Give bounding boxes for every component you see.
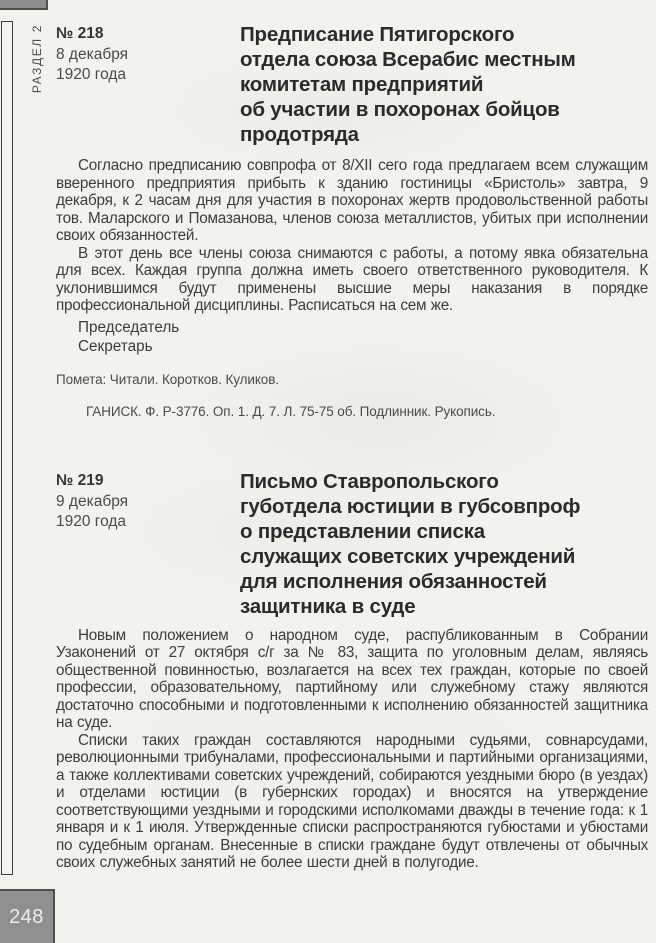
doc219-meta [56, 469, 240, 532]
doc218-signature-secretary: Секретарь [78, 337, 153, 355]
doc219-paragraph-2: Списки таких граждан составляются народными судьями, совнарсудами, революционными трибуналами, профессиональными и партийными организациями, а также коллективами советских учреждений, собираются уездными бюро (в уездах) и отделами юстиции (в губернских городах) и вносятся на утверждение соответствующими уездными и городскими исполкомами дважды в течение года: к 1 января и к 1 июля. Утвержденные списки распространяются губюстами и убюстами по судебным органам. Внесенные в списки граждане будут отвлечены от обычных своих служебных занятий не более шести дней в полугодие. [56, 731, 648, 871]
section-label: РАЗДЕЛ 2 [30, 24, 44, 94]
doc218-meta [56, 22, 240, 85]
doc218-date-line1: 8 декабря [56, 46, 129, 63]
doc218-note: Помета: Читали. Коротков. Куликов. [56, 371, 279, 387]
doc218-paragraph-2: В этот день все члены союза снимаются с работы, а потому явка обязательна для всех. Каждая группа должна иметь своего ответственного руководителя. К уклонившимся будут применены высшие меры наказания в порядке профессиональной дисциплины. Расписаться на сем же. [56, 244, 648, 314]
doc218-title [240, 22, 576, 147]
doc219-title-line: о представлении списка [240, 519, 485, 543]
page-number-box [0, 889, 55, 943]
doc218-title-line: отдела союза Всерабис местным [240, 48, 576, 71]
section-tab-top [0, 0, 48, 10]
doc219-title [240, 469, 580, 619]
doc219-title-line: защитника в суде [240, 594, 416, 618]
page-content [56, 22, 648, 872]
doc218-title-line: продотряда [240, 123, 359, 146]
doc218-body [56, 157, 648, 315]
doc219-title-line: губотдела юстиции в губсовпроф [240, 494, 581, 518]
margin-rule [1, 21, 13, 875]
doc219-title-line: Письмо Ставропольского [240, 469, 499, 493]
doc219-date-line2: 1920 года [56, 512, 127, 530]
doc218-paragraph-1: Согласно предписанию совпрофа от 8/XII сего года предлагаем всем служащим вверенного предприятия прибыть к зданию гостиницы «Бристоль» завтра, 9 декабря, к 2 часам дня для участия в похоронах жертв продовольственной работы тов. Маларского и Помазанова, членов союза металлистов, убитых при исполнении своих обязанностей. [56, 157, 648, 244]
doc218-title-line: Предписание Пятигорского [240, 23, 515, 46]
document-219 [56, 469, 648, 872]
doc219-body [56, 627, 648, 872]
doc218-title-line: об участии в похоронах бойцов [240, 98, 560, 121]
doc219-title-line: для исполнения обязанностей [240, 569, 547, 593]
doc219-title-line: служащих советских учреждений [240, 544, 576, 568]
doc218-header [56, 22, 648, 147]
doc218-title-line: комитетам предприятий [240, 73, 484, 96]
doc218-archive-reference: ГАНИСК. Ф. Р-3776. Оп. 1. Д. 7. Л. 75-75 об. Подлинник. Рукопись. [86, 403, 496, 419]
doc219-number: № 219 [56, 471, 104, 489]
doc218-signature-chairman: Председатель [78, 318, 180, 336]
doc218-signatures [78, 318, 648, 356]
page-number: 248 [9, 905, 44, 928]
document-218 [56, 22, 648, 419]
doc218-number: № 218 [56, 25, 104, 42]
doc218-date-line2: 1920 года [56, 66, 127, 83]
doc219-paragraph-1: Новым положением о народном суде, распубликованным в Собрании Узаконений от 27 октября с/г за № 83, защита по уголовным делам, являясь общественной повинностью, возлагается на всех тех граждан, которые по своей профессии, образовательному, партийному или служебному стажу являются достаточно способными и подготовленными к исполнению обязанностей защитника на суде. [56, 626, 648, 731]
doc219-date-line1: 9 декабря [56, 492, 129, 510]
doc219-header [56, 469, 648, 619]
